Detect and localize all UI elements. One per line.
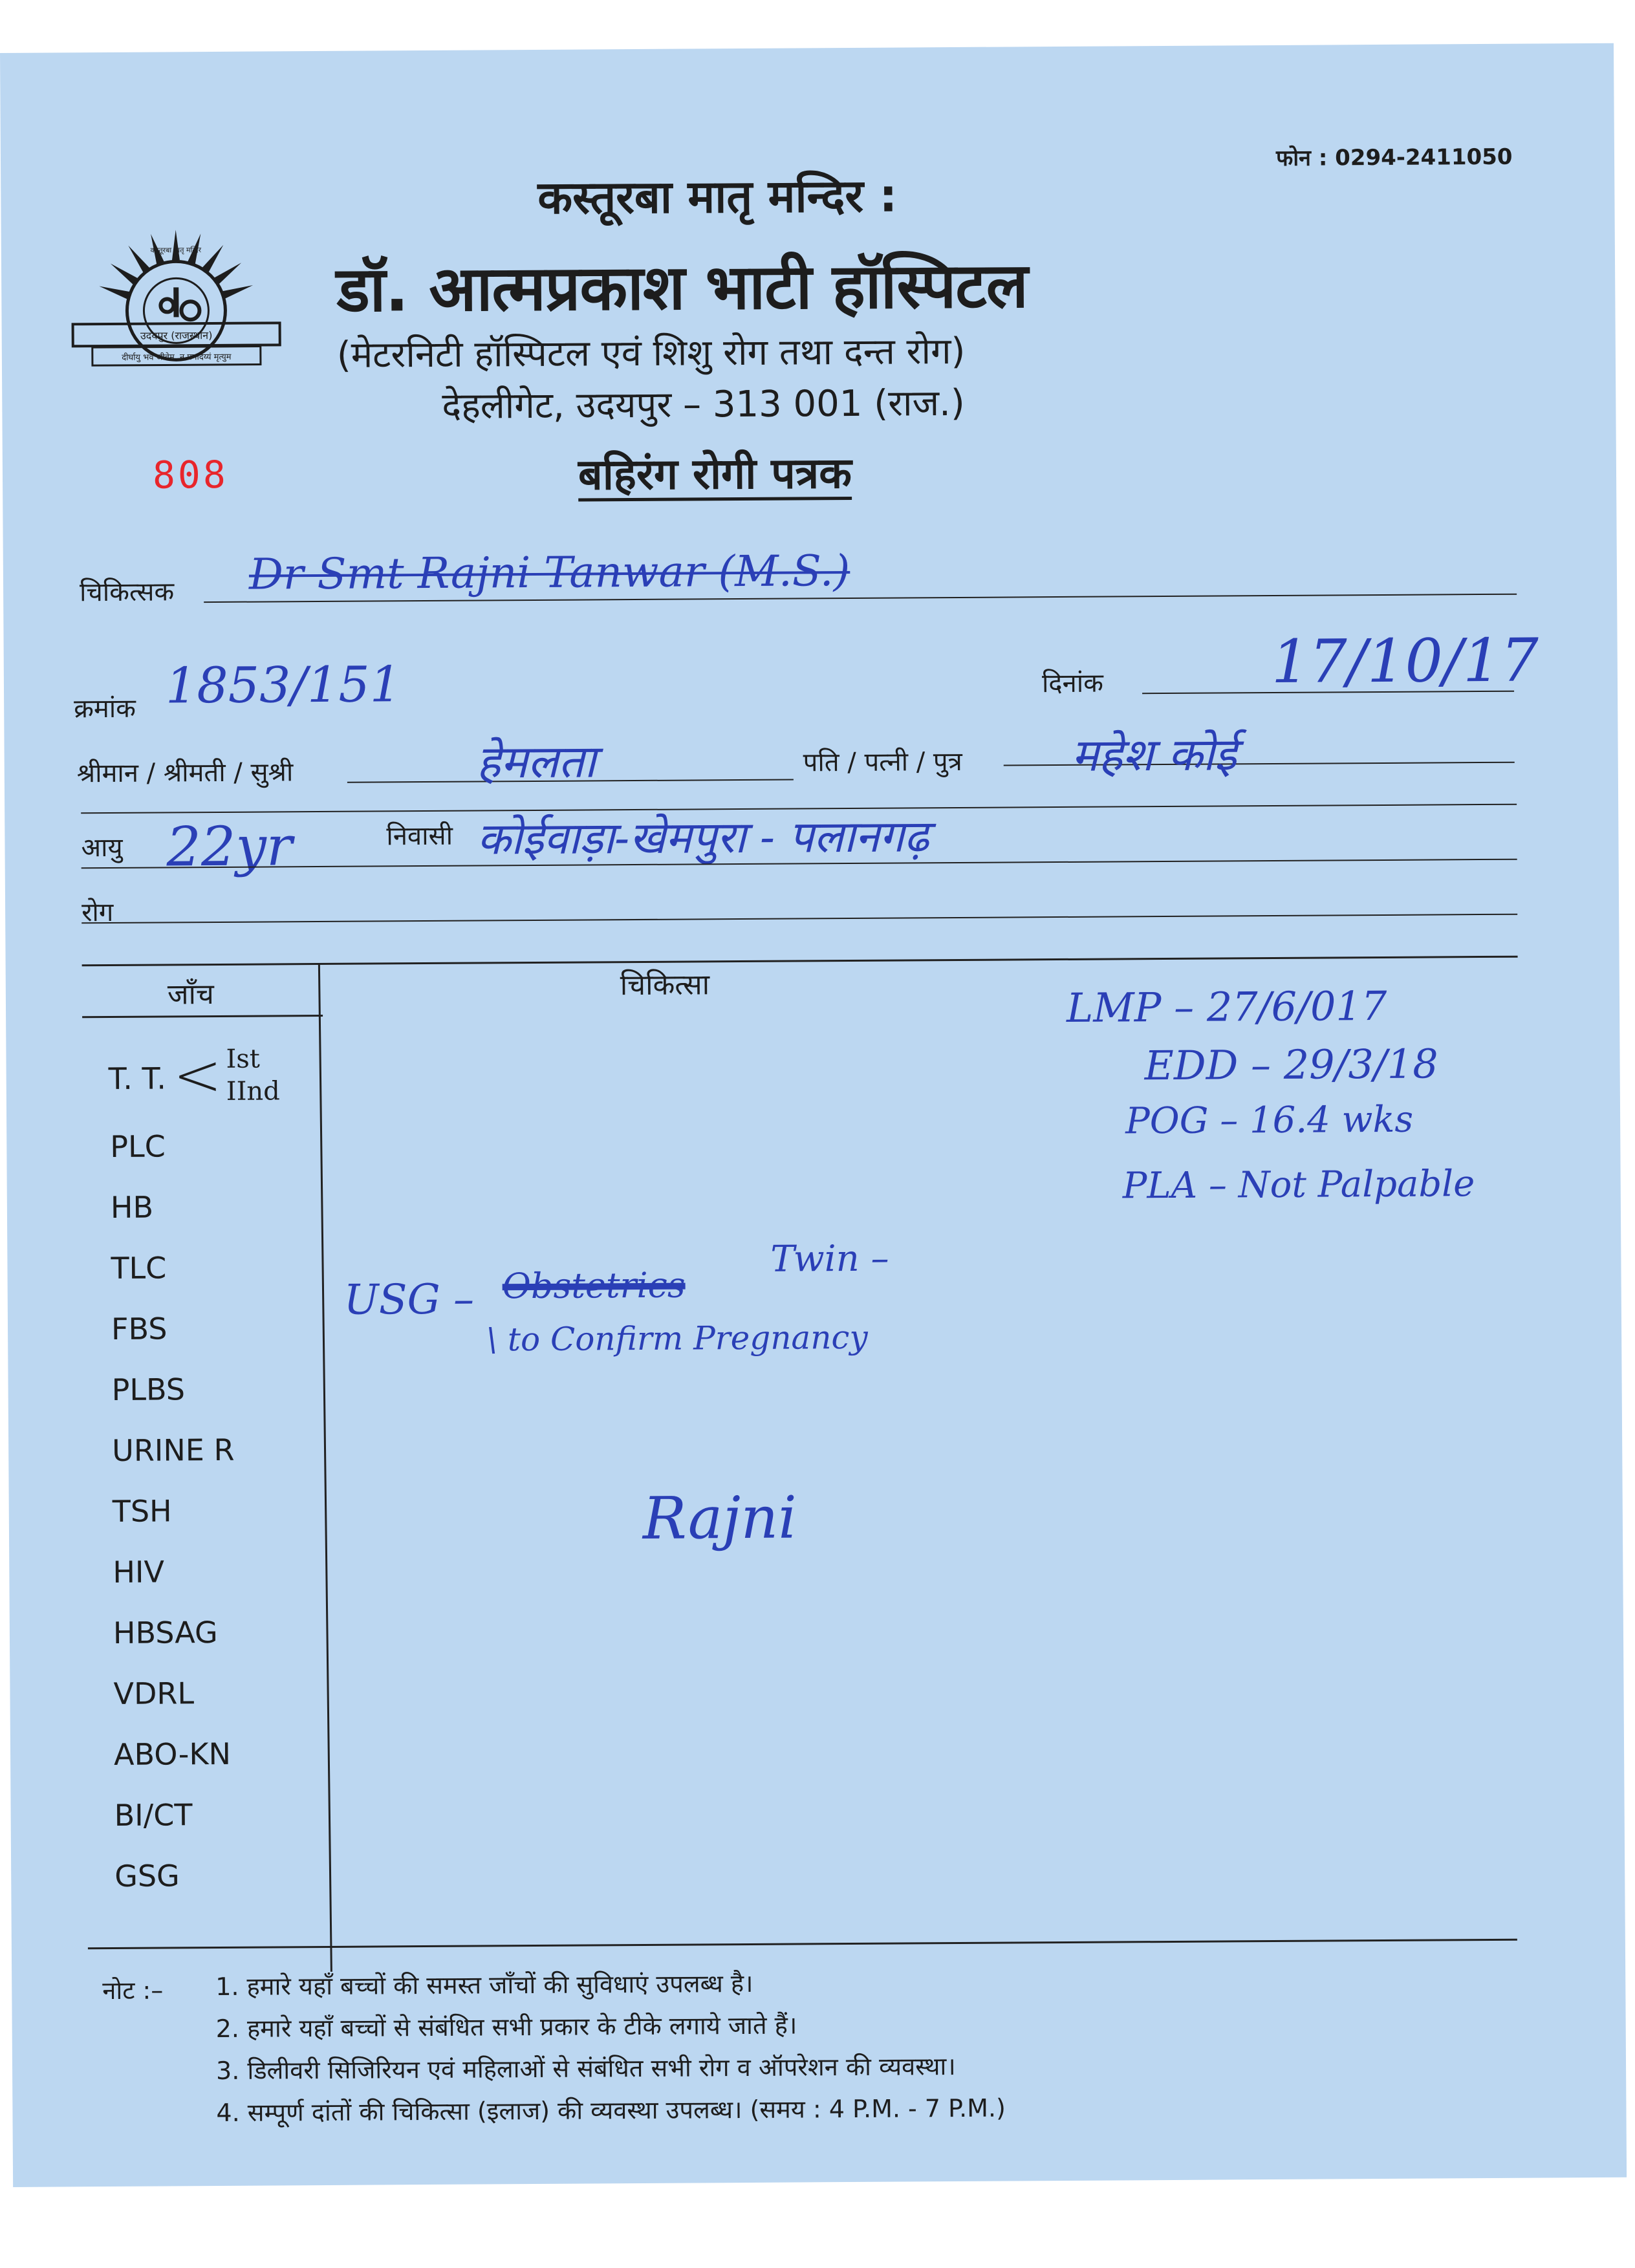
hospital-name: डॉ. आत्मप्रकाश भाटी हॉस्पिटल: [336, 249, 1028, 326]
test-item: PLBS: [111, 1372, 186, 1407]
table-header-rule: [82, 1015, 323, 1018]
test-item: HIV: [113, 1554, 165, 1590]
prescription-sheet: [0, 43, 1627, 2187]
usg-label: USG –: [343, 1275, 475, 1324]
test-item: TSH: [112, 1493, 172, 1529]
treatment-header: चिकित्सा: [620, 968, 710, 1002]
usg-extra: Twin –: [770, 1237, 889, 1280]
age-label: आयु: [81, 832, 123, 863]
trust-name: कस्तूरबा मातृ मन्दिर :: [537, 169, 898, 224]
name-label: श्रीमान / श्रीमती / सुश्री: [76, 757, 294, 789]
table-divider: [318, 963, 332, 1972]
tt-second: IInd: [226, 1076, 280, 1107]
doctor-label: चिकित्सक: [79, 577, 175, 608]
doctor-value: Dr Smt Rajni Tanwar (M.S.): [248, 545, 850, 599]
lmp-note: LMP – 27/6/017: [1066, 982, 1387, 1031]
tests-header: जाँच: [167, 978, 215, 1011]
svg-text:कस्तूरबा मातृ मन्दिर: कस्तूरबा मातृ मन्दिर: [150, 246, 202, 255]
serial-number: 808: [152, 452, 228, 497]
note-1: 1. हमारे यहाँ बच्चों की समस्त जाँचों की सुविधाएं उपलब्ध है।: [215, 1969, 753, 2002]
pla-note: PLA – Not Palpable: [1122, 1163, 1475, 1207]
test-item: HB: [110, 1189, 154, 1225]
test-item: URINE R: [112, 1432, 235, 1468]
doctor-signature: Rajni: [642, 1484, 797, 1553]
usg-struck-text: Obstetrics: [502, 1264, 686, 1307]
hospital-address: देहलीगेट, उदयपुर – 313 001 (राज.): [442, 382, 965, 427]
notes-prefix: नोट :–: [102, 1976, 164, 2005]
relation-value: महेश कोई: [1071, 728, 1237, 782]
hospital-tagline: (मेटरनिटी हॉस्पिटल एवं शिशु रोग तथा दन्त रोग): [336, 330, 966, 376]
date-value: 17/10/17: [1271, 625, 1539, 697]
disease-label: रोग: [81, 897, 114, 928]
age-value: 22yr: [166, 814, 293, 879]
tt-first: Ist: [226, 1044, 261, 1074]
registration-value: 1853/151: [165, 655, 402, 715]
relation-label: पति / पत्नी / पुत्र: [803, 746, 962, 778]
table-top-rule: [82, 956, 1518, 967]
registration-label: क्रमांक: [74, 693, 136, 724]
tt-bracket-icon: <: [173, 1041, 222, 1110]
test-item: VDRL: [113, 1676, 195, 1711]
residence-value: कोईवाड़ा-खेमपुरा - पलानगढ़: [477, 811, 929, 865]
test-item: HBSAG: [113, 1614, 218, 1650]
edd-note: EDD – 29/3/18: [1144, 1040, 1438, 1090]
test-item: GSG: [114, 1858, 180, 1894]
test-item: TLC: [111, 1250, 167, 1286]
patient-name-value: हेमलता: [476, 735, 596, 789]
test-item: ABO-KN: [113, 1736, 232, 1772]
note-2: 2. हमारे यहाँ बच्चों से संबंधित सभी प्रकार के टीके लगाये जाते हैं।: [215, 2011, 797, 2044]
hospital-logo: [66, 213, 287, 376]
tt-label: T. T.: [108, 1061, 167, 1097]
usg-note: \ to Confirm Pregnancy: [486, 1318, 868, 1359]
residence-label: निवासी: [386, 821, 453, 852]
disease-line: [81, 914, 1517, 924]
hospital-phone: फोन : 0294-2411050: [1275, 144, 1513, 171]
svg-text:उदयपुर (राजस्थान): उदयपुर (राजस्थान): [140, 329, 213, 342]
note-4: 4. सम्पूर्ण दांतों की चिकित्सा (इलाज) की व्यवस्था उपलब्ध। (समय : 4 P.M. - 7 P.M.): [216, 2093, 1006, 2128]
pog-note: POG – 16.4 wks: [1125, 1098, 1414, 1143]
date-label: दिनांक: [1041, 668, 1104, 699]
test-item: FBS: [111, 1311, 168, 1346]
table-bottom-rule: [88, 1939, 1517, 1950]
test-item: BI/CT: [114, 1797, 193, 1833]
note-3: 3. डिलीवरी सिजिरियन एवं महिलाओं से संबंधित सभी रोग व ऑपरेशन की व्यवस्था।: [215, 2052, 956, 2086]
test-item: PLC: [110, 1129, 166, 1164]
svg-text:दीर्घायु भव जीवेम, न प्रमादेय्: दीर्घायु भव जीवेम, न प्रमादेय्यं मृत्युम: [122, 352, 232, 363]
form-title: बहिरंग रोगी पत्रक: [578, 448, 852, 500]
